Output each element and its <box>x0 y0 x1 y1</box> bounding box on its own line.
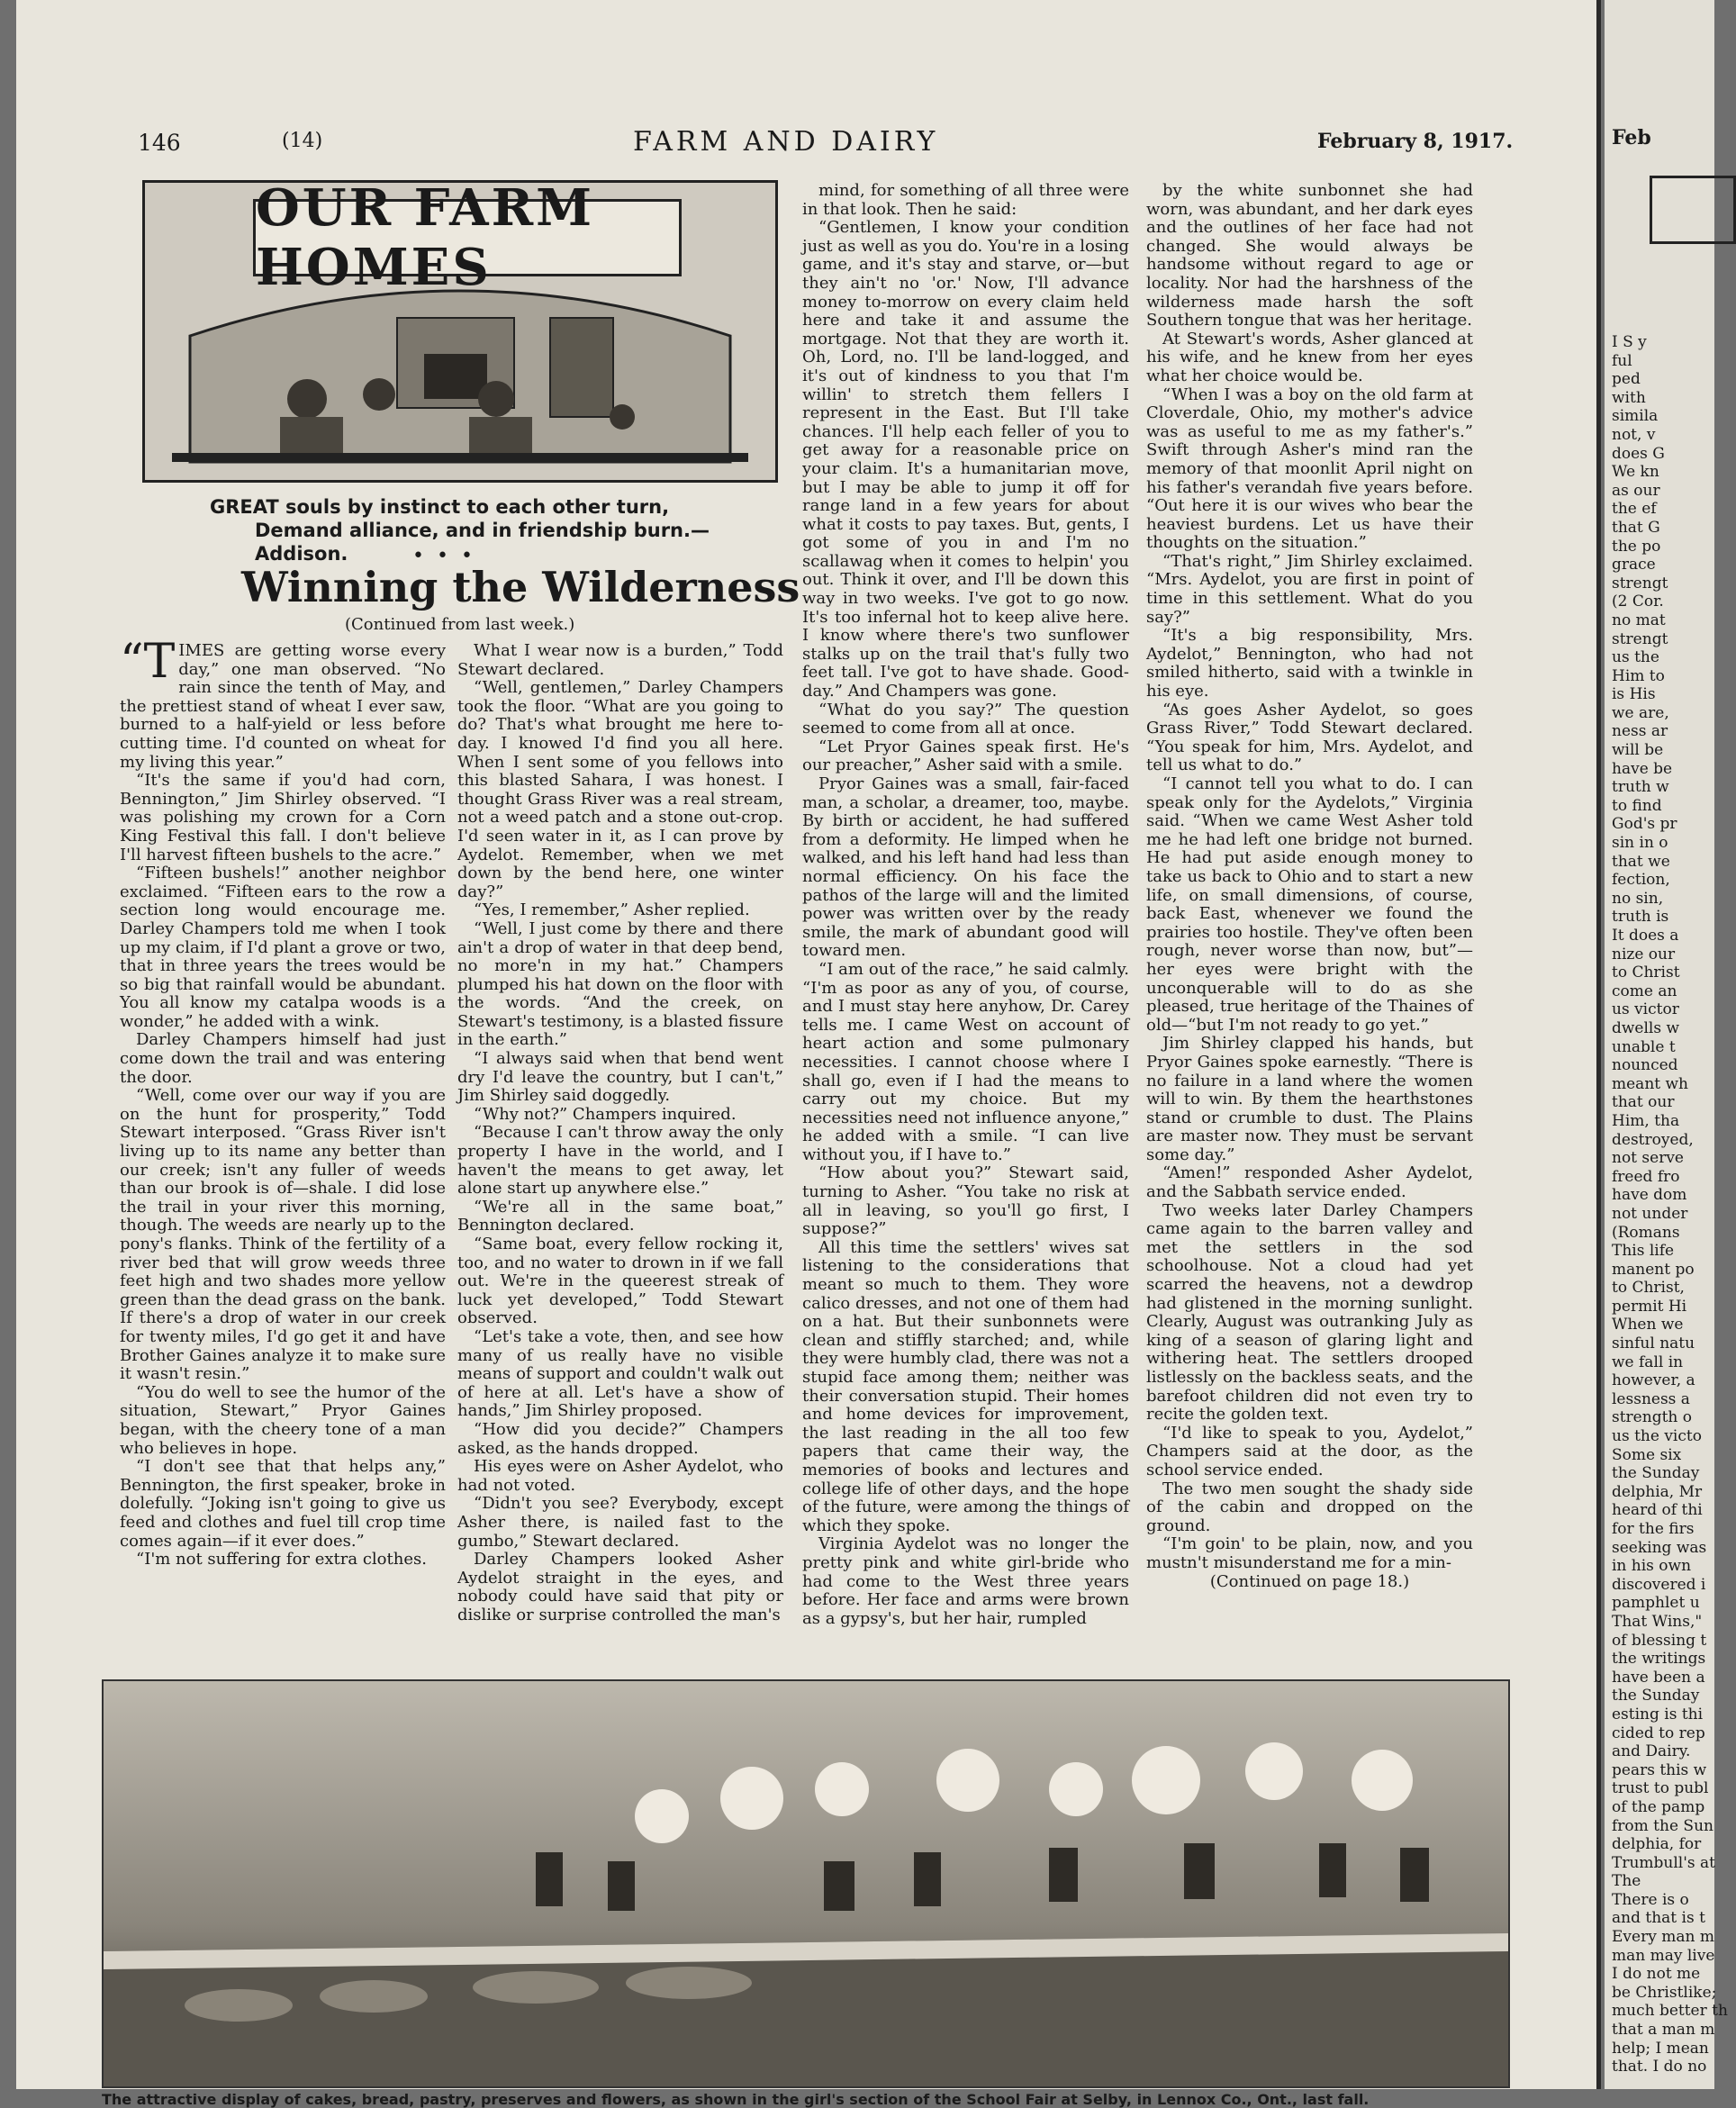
next-page-line: of the pamp <box>1612 1797 1705 1816</box>
article-paragraph: “I'm not suffering for extra clothes. <box>136 1550 427 1570</box>
article-paragraph: “Why not?” Champers inquired. <box>474 1104 737 1124</box>
article-paragraph: “We're all in the same boat,” Bennington declared. <box>457 1197 783 1235</box>
display-table-illustration <box>104 1681 1508 2086</box>
next-page-line: I S y <box>1612 333 1647 351</box>
next-page-line: There is o <box>1612 1890 1689 1909</box>
article-paragraph: Darley Champers himself had just come down the trail and was entering the door. <box>120 1030 446 1087</box>
next-page-line: have dom <box>1612 1186 1687 1205</box>
article-paragraph: All this time the settlers' wives sat listening to the considerations that meant so much to them. They wore calico dresses, and not one of them had on a hat. But their sunbonnets were clean and stiffly starched; and, while they were humbly clad, there was not a stupid face among them; neither was their conversation stupid. Their homes and home devices for improvement, the last reading in the all too few papers that came their way, the memories of books and lectures and college life of other days, and the hope of the future, were among the things of which they spoke. <box>802 1237 1129 1535</box>
fireside-illustration <box>172 282 748 462</box>
newspaper-page <box>16 0 1596 2108</box>
next-page-line: strength o <box>1612 1408 1692 1427</box>
article-paragraph: His eyes were on Asher Aydelot, who had not voted. <box>457 1457 783 1495</box>
next-page-line: the Sunday <box>1612 1687 1700 1705</box>
next-page-line: as our <box>1612 481 1660 500</box>
next-page-line: cided to rep <box>1612 1723 1705 1742</box>
article-column-1 <box>120 635 446 1570</box>
next-page-line: simila <box>1612 407 1659 426</box>
article-paragraph: “Didn't you see? Everybody, except Asher there, is nailed fast to the gumbo,” Stewart declared. <box>457 1494 783 1551</box>
next-page-line: heard of thi <box>1612 1501 1703 1520</box>
banner-title: OUR FARM HOMES <box>253 199 682 276</box>
next-page-line: strengt <box>1612 629 1668 648</box>
drop-cap: “T <box>120 635 176 689</box>
next-page-line: to Christ <box>1612 964 1680 982</box>
next-page-line: from the Sun <box>1612 1816 1713 1835</box>
article-paragraph: by the white sunbonnet she had worn, was abundant, and her dark eyes and the outlines of her face had not changed. She would always be handsome without regard to age or locality. Nor had the harshness of the wilderness made harsh the soft Southern tongue that was her heritage. <box>1146 181 1473 330</box>
next-page-line: not under <box>1612 1204 1688 1223</box>
next-page-line: us the victo <box>1612 1427 1702 1446</box>
next-page-line: have been a <box>1612 1668 1705 1687</box>
next-page-line: destroyed, <box>1612 1130 1694 1149</box>
next-page-line: does G <box>1612 444 1665 463</box>
page-number: 146 <box>138 130 181 156</box>
page-header <box>120 126 1515 162</box>
article-paragraph: mind, for something of all three were in that look. Then he said: <box>802 181 1129 219</box>
next-page-line: not, v <box>1612 425 1656 444</box>
article-paragraph: At Stewart's words, Asher glanced at his wife, and he knew from her eyes what her choice would be. <box>1146 329 1473 385</box>
next-page-line: nounced <box>1612 1056 1678 1075</box>
article-paragraph: “What do you say?” The question seemed to come from all at once. <box>802 700 1129 738</box>
next-page-line: (Romans <box>1612 1223 1680 1242</box>
article-paragraph: “It's a big responsibility, Mrs. Aydelot,” Bennington, who had not smiled hitherto, said with a twinkle in his eye. <box>1146 626 1473 701</box>
article-paragraph: “Well, come over our way if you are on the hunt for prosperity,” Todd Stewart interposed. “Grass River isn't living up to its name any better than our creek; isn't any fuller of weeds than our brook is of—shale. I did lose the trail in your river this morning, though. The weeds are nearly up to the pony's flanks. Think of the fertility of a river bed that will grow weeds three feet high and two shades more yellow green than the dead grass on the bank. If there's a drop of water in our creek for twenty miles, I'd go get it and have Brother Gaines analyze it to make sure it wasn't resin.” <box>120 1086 446 1384</box>
next-page-line: that we <box>1612 852 1670 871</box>
article-paragraph: Jim Shirley clapped his hands, but Pryor Gaines spoke earnestly. “There is no failure in a land where the women will to win. By them the hearthstones stand or crumble to dust. The Plains are master now. They must be servant some day.” <box>1146 1034 1473 1164</box>
article-paragraph: “How did you decide?” Champers asked, as the hands dropped. <box>457 1419 783 1458</box>
article-column-3 <box>802 182 1129 1628</box>
quote-line-1: GREAT souls by instinct to each other turn, <box>210 496 670 518</box>
article-column-4 <box>1146 182 1473 1591</box>
article-paragraph: “I'm goin' to be plain, now, and you mustn't misunderstand me for a min- <box>1146 1534 1473 1572</box>
issue-date: February 8, 1917. <box>1317 130 1514 153</box>
next-page-line: with <box>1612 388 1646 407</box>
next-page-line: and Dairy. <box>1612 1742 1691 1761</box>
next-page-line: Every man m <box>1612 1928 1714 1947</box>
next-page-line: the writings <box>1612 1650 1706 1669</box>
article-paragraph: “Let Pryor Gaines speak first. He's our preacher,” Asher said with a smile. <box>802 737 1129 775</box>
next-page-line: in his own <box>1612 1557 1692 1576</box>
article-paragraph: “How about you?” Stewart said, turning to Asher. “You take no risk at all in leaving, so you'll go first, I suppose?” <box>802 1163 1129 1239</box>
article-paragraph: “Let's take a vote, then, and see how many of us really have no visible means of support and couldn't walk out of here at all. Let's have a show of hands,” Jim Shirley proposed. <box>457 1326 783 1421</box>
quote-line-2: Demand alliance, and in friendship burn.—Addison. <box>255 520 710 565</box>
next-page-line: be Christlike; <box>1612 1983 1717 2002</box>
next-page-line: however, a <box>1612 1371 1695 1390</box>
article-paragraph: Pryor Gaines was a small, fair-faced man, a scholar, a dreamer, too, maybe. By birth or accident, he had suffered from a deformity. He limped when he walked, and his left hand had less than normal efficiency. On his face the pathos of the large will and the limited power was written over by the ready smile, the mark of abundant good will toward men. <box>802 774 1129 961</box>
article-paragraph: “You do well to see the humor of the situation, Stewart,” Pryor Gaines began, with the cheery tone of a man who believes in hope. <box>120 1382 446 1458</box>
article-paragraph: “When I was a boy on the old farm at Cloverdale, Ohio, my mother's advice was as useful to me as my father's.” Swift through Asher's mind ran the memory of that moonlit April night on his father's verandah five years before. “Out here it is our wives who bear the heaviest burdens. Let us have their thoughts on the situation.” <box>1146 385 1473 553</box>
next-page-line: us the <box>1612 648 1659 667</box>
next-page-line: fection, <box>1612 871 1670 890</box>
next-page-line: Some six <box>1612 1445 1682 1464</box>
next-page-line: us victor <box>1612 1000 1679 1019</box>
next-page-line: delphia, Mr <box>1612 1482 1703 1501</box>
next-page-line: truth is <box>1612 908 1669 927</box>
article-paragraph: “Yes, I remember,” Asher replied. <box>474 900 750 920</box>
next-page-line: pamphlet u <box>1612 1594 1700 1613</box>
next-page-line: Him to <box>1612 666 1665 685</box>
article-paragraph: “Gentlemen, I know your condition just as well as you do. You're in a losing game, and it's stay and starve, or—but they ain't no 'or.' Now, I'll advance money to-morrow on every claim held here and take it and assume the mortgage. Not that they are worth it. Oh, Lord, no. I'll be land-logged, and it's out of kindness to you that I'm willin' to stretch them fellers I represent in the East. But I'll take chances. I'll help each feller of you to get away for a reasonable price on your claim. It's a humanitarian move, but I may be able to jump it off for range land in a few years for about what it costs to pay taxes. But, gents, I got some of you in and I'm no scallawag when it comes to helpin' you out. Think it over, and I'll be down this way in two weeks. I've got to go now. It's too infernal hot to keep alive here. I know where there's two sunflower stalks up on the trail that's fully two feet tall. I've got to have shade. Good-day.” And Champers was gone. <box>802 218 1129 701</box>
article-paragraph: “Amen!” responded Asher Aydelot, and the Sabbath service ended. <box>1146 1163 1473 1202</box>
article-subtitle: (Continued from last week.) <box>345 615 575 634</box>
article-paragraph: “I don't see that that helps any,” Bennington, the first speaker, broke in dolefully. “Joking isn't going to give us feed and clothes and fuel till crop time comes again—if it ever does.” <box>120 1457 446 1551</box>
next-page-line: sinful natu <box>1612 1334 1695 1353</box>
next-page-line: help; I mean <box>1612 2039 1709 2058</box>
article-paragraph: What I wear now is a burden,” Todd Stewart declared. <box>457 641 783 679</box>
school-fair-photo <box>102 1679 1510 2088</box>
next-page-line: Trumbull's at <box>1612 1853 1716 1872</box>
next-page-line: no sin, <box>1612 889 1664 908</box>
next-page-line: discovered i <box>1612 1575 1706 1594</box>
next-page-line: It does a <box>1612 927 1679 945</box>
next-page-line: lessness a <box>1612 1389 1690 1408</box>
article-paragraph: “I am out of the race,” he said calmly. “I'm as poor as any of you, of course, and I must stay here anyhow, Dr. Carey tells me. I came West on account of heart action and some pulmonary necessities. I cannot choose where I shall go, even if I had the means to carry out my choice. But my necessities need not influence anyone,” he added with a smile. “I can live without you, if I have to.” <box>802 959 1129 1164</box>
next-page-line: This life <box>1612 1242 1675 1261</box>
article-paragraph: Darley Champers looked Asher Aydelot straight in the eyes, and nobody could have said that pity or dislike or surprise controlled the man's <box>457 1550 783 1624</box>
next-page-line: When we <box>1612 1316 1684 1334</box>
next-page-line: freed fro <box>1612 1167 1680 1186</box>
article-title: Winning the Wilderness <box>241 563 800 611</box>
next-page-line: God's pr <box>1612 815 1677 834</box>
next-page-line: the ef <box>1612 500 1657 519</box>
article-paragraph: “Same boat, every fellow rocking it, too, and no water to drown in if we fall out. We're in the queerest streak of luck yet developed,” Todd Stewart observed. <box>457 1235 783 1328</box>
next-page-line: to Christ, <box>1612 1279 1685 1298</box>
next-page-line: will be <box>1612 741 1664 760</box>
article-paragraph: “I cannot tell you what to do. I can speak only for the Aydelots,” Virginia said. “When we came West Asher told me he had left one bridge not burned. He had put aside enough money to take us back to Ohio and to start a new life, on small dimensions, of course, back East, whenever we found the prairies too hostile. They've often been rough, never worse than now, but”—her eyes were bright with the unconquerable will to do as she pleased, true heritage of the Thaines of old—“but I'm not ready to go yet.” <box>1146 774 1473 1035</box>
next-page-line: truth w <box>1612 778 1669 797</box>
next-page-line: no mat <box>1612 611 1666 629</box>
ornament-dots: ••• <box>412 545 485 567</box>
article-column-2 <box>457 642 783 1624</box>
next-page-line: strengt <box>1612 574 1668 593</box>
next-page-line: ful <box>1612 351 1632 370</box>
next-page-line: the Sunday <box>1612 1464 1700 1483</box>
next-page-line: nize our <box>1612 945 1676 964</box>
next-page-line: pears this w <box>1612 1760 1707 1779</box>
article-paragraph: “As goes Asher Aydelot, so goes Grass River,” Todd Stewart declared. “You speak for him, Mrs. Aydelot, and tell us what to do.” <box>1146 700 1473 775</box>
article-paragraph: “I always said when that bend went dry I'd leave the country, but I can't,” Jim Shirley said doggedly. <box>457 1049 783 1106</box>
next-page-line: we are, <box>1612 703 1669 722</box>
next-page-line: for the firs <box>1612 1520 1695 1538</box>
photo-caption: The attractive display of cakes, bread, pastry, preserves and flowers, as shown in the girl's section of the School Fair at Selby, in Lennox Co., Ont., last fall. <box>102 2091 1370 2108</box>
next-page-line: and that is t <box>1612 1909 1705 1928</box>
next-page-line: to find <box>1612 796 1662 815</box>
next-page-line: That Wins," <box>1612 1612 1703 1631</box>
next-page-text <box>1612 333 1728 2076</box>
next-page-line: that G <box>1612 518 1660 537</box>
next-page-header: Feb <box>1612 126 1651 149</box>
next-page-line: not serve <box>1612 1149 1684 1168</box>
article-paragraph: Virginia Aydelot was no longer the pretty pink and white girl-bride who had come to the West three years before. Her face and arms were brown as a gypsy's, but her hair, rumpled <box>802 1534 1129 1628</box>
farm-homes-banner <box>142 180 778 483</box>
article-paragraph: “That's right,” Jim Shirley exclaimed. “Mrs. Aydelot, you are first in point of time in this settlement. What do you say?” <box>1146 551 1473 627</box>
next-page-line: is His <box>1612 685 1656 704</box>
next-page-line: I do not me <box>1612 1965 1701 1984</box>
next-page-line: permit Hi <box>1612 1297 1687 1316</box>
next-page-line: meant wh <box>1612 1074 1688 1093</box>
article-paragraph: “Well, gentlemen,” Darley Champers took the floor. “What are you going to do? That's what brought me here to-day. I knowed I'd find you all here. When I sent some of you fellows into this blasted Sahara, I was honest. I thought Grass River was a real stream, not a weed patch and a stone out-crop. I'd seen water in it, as I can prove by Aydelot. Remember, when we met down by the bend here, one winter day?” <box>457 678 783 901</box>
next-page-fragment <box>1605 0 1728 2089</box>
article-paragraph: “TIMES are getting worse every day,” one man observed. “No rain since the tenth of May, and the prettiest stand of wheat I ever saw, burned to a half-yield or less before cutting time. I'd counted on wheat for my living this year.” <box>120 635 446 772</box>
publication-title: FARM AND DAIRY <box>633 126 939 158</box>
next-page-line: that our <box>1612 1093 1675 1112</box>
next-page-line: man may live <box>1612 1946 1715 1965</box>
article-paragraph: “It's the same if you'd had corn, Bennington,” Jim Shirley observed. “I was polishing my crown for a Corn King Festival this fall. I don't believe I'll harvest fifteen bushels to the acre.” <box>120 771 446 864</box>
article-paragraph: (Continued on page 18.) <box>1209 1571 1410 1591</box>
article-paragraph: “I'd like to speak to you, Aydelot,” Champers said at the door, as the school service ended. <box>1146 1423 1473 1479</box>
next-page-line: trust to publ <box>1612 1779 1709 1798</box>
next-page-line: esting is thi <box>1612 1705 1704 1723</box>
next-page-line: that. I do no <box>1612 2058 1707 2076</box>
article-paragraph: “Well, I just come by there and there ain't a drop of water in that deep bend, no more'n in my hat.” Champers plumped his hat down on the floor with the words. “And the creek, on Stewart's testimony, is a blasted fissure in the earth.” <box>457 918 783 1050</box>
next-page-line: much better th <box>1612 2002 1728 2021</box>
next-page-line: come an <box>1612 982 1677 1000</box>
next-page-line: unable t <box>1612 1037 1676 1056</box>
next-page-line: sin in o <box>1612 834 1668 853</box>
next-page-line: (2 Cor. <box>1612 593 1664 611</box>
next-page-line: grace <box>1612 556 1656 574</box>
next-page-line: dwells w <box>1612 1018 1680 1037</box>
next-page-line: the po <box>1612 537 1661 556</box>
next-page-box <box>1650 176 1736 244</box>
next-page-line: We kn <box>1612 463 1659 482</box>
next-page-line: ped <box>1612 370 1641 389</box>
article-paragraph: “Fifteen bushels!” another neighbor exclaimed. “Fifteen ears to the row a section long would encourage me. Darley Champers told me when I took up my claim, if I'd plant a grove or two, that in three years the trees would be so big that rainfall would be abundant. You all know my catalpa woods is a wonder,” he added with a wink. <box>120 864 446 1031</box>
next-page-line: Him, tha <box>1612 1111 1680 1130</box>
next-page-line: seeking was <box>1612 1538 1707 1557</box>
next-page-line: ness ar <box>1612 722 1668 741</box>
next-page-line: manent po <box>1612 1260 1695 1279</box>
article-paragraph: “Because I can't throw away the only property I have in the world, and I haven't the means to get away, let alone start up anywhere else.” <box>457 1123 783 1199</box>
page-sub-number: (14) <box>282 130 323 152</box>
next-page-line: we fall in <box>1612 1353 1684 1371</box>
article-paragraph: The two men sought the shady side of the cabin and dropped on the ground. <box>1146 1479 1473 1535</box>
next-page-line: have be <box>1612 759 1673 778</box>
next-page-line: delphia, for <box>1612 1835 1702 1854</box>
next-page-line: of blessing t <box>1612 1631 1707 1650</box>
next-page-line: The <box>1612 1872 1641 1891</box>
article-paragraph: Two weeks later Darley Champers came again to the barren valley and met the settlers in the sod schoolhouse. Not a cloud had yet scarred the heavens, not a dewdrop had glistened in the morning sunlight. Clearly, August was outranking July as king of a season of glaring light and withering heat. The settlers drooped listlessly on the backless seats, and the barefoot children did not even try to recite the golden text. <box>1146 1200 1473 1425</box>
next-page-line: that a man m <box>1612 2021 1715 2040</box>
